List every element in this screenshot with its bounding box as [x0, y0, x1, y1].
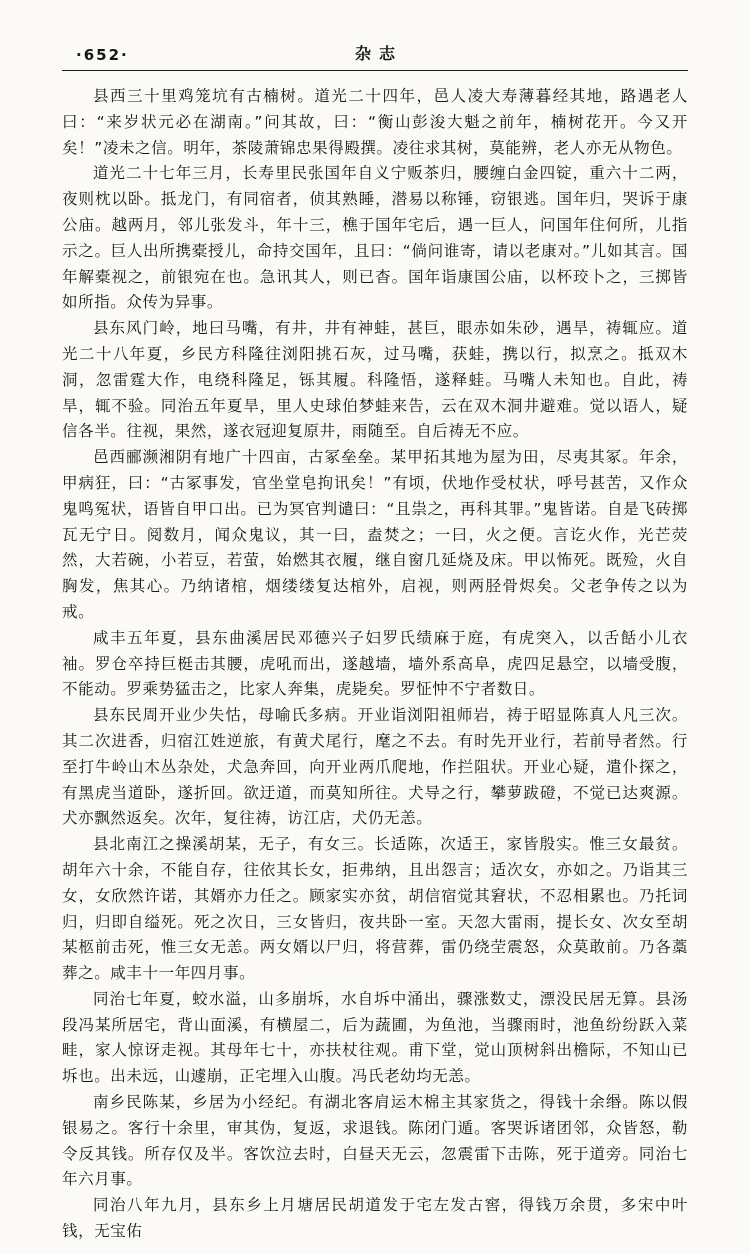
paragraph-2: 道光二十七年三月，长寿里民张国年自义宁贩茶归，腰缠白金四锭，重六十二两，夜则枕以卧。抵龙门，有同宿者，侦其熟睡，潜易以称锤，窃银逃。国年归，哭诉于康公庙。越两月，邻儿张发斗，年十三，樵于国年宅后，遇一巨人，问国年住何所，儿指示之。巨人出所携橐授儿，命持交国年，且曰：“倘问谁寄，请以老康对。”儿如其言。国年解橐视之，前银宛在也。急讯其人，则已杳。国年诣康国公庙，以杯珓卜之，三掷皆如所指。众传为异事。: [62, 164, 688, 312]
paragraph-4: 邑西郦濒湘阴有地广十四亩，古冢垒垒。某甲拓其地为屋为田，尽夷其冢。年余，甲病狂，曰：“古冢事发，官坐堂皂拘讯矣！”有顷，伏地作受杖状，呼号甚苦，又作众鬼鸣冤状，语皆自甲口出。已为冥官判谴曰：“且祟之，再科其罪。”鬼皆诺。自是飞砖掷瓦无宁日。阅数月，闻众鬼议，其一曰，盍焚之；一曰，火之便。言讫火作，光芒荧然，大若碗，小若豆，若萤，始燃其衣履，继自窗几延烧及床。甲以怖死。既殓，火自胸发，焦其心。乃纳诸棺，烟缕缕复达棺外，启视，则两胫骨烬矣。父老争传之以为戒。: [62, 448, 688, 621]
paragraph-3: 县东风门岭，地曰马嘴，有井，井有神蛙，甚巨，眼赤如朱砂，遇旱，祷辄应。道光二十八年夏，乡民方科隆往浏阳挑石灰，过马嘴，获蛙，携以行，拟烹之。抵双木洞，忽雷霆大作，电绕科隆足，铄其履。科隆悟，遂释蛙。马嘴人未知也。自此，祷旱，辄不验。同治五年夏旱，里人史球伯梦蛙来告，云在双木洞井避难。觉以语人，疑信各半。往视，果然，遂衣冠迎复原井，雨随至。自后祷无不应。: [62, 319, 688, 441]
document-body: [62, 84, 688, 1245]
paragraph-5: 咸丰五年夏，县东曲溪居民邓德兴子妇罗氏绩麻于庭，有虎突入，以舌餂小儿衣袖。罗仓卒持巨梃击其腰，虎吼而出，遂越墙，墙外系高阜，虎四足悬空，以墙受腹，不能动。罗乘势猛击之，比家人奔集，虎毙矣。罗怔忡不宁者数日。: [62, 628, 688, 699]
paragraph-6: 县东民周开业少失怙，母喻氏多病。开业诣浏阳祖师岩，祷于昭显陈真人凡三次。其二次进香，归宿江姓逆旅，有黄犬尾行，麾之不去。有时先开业行，若前导者然。行至打牛岭山木丛杂处，犬急奔回，向开业两爪爬地，作拦阻状。开业心疑，遣仆探之，有黑虎当道卧，遂折回。欲迂道，而莫知所往。犬导之行，攀萝跋磴，不觉已达爽源。犬亦飘然返矣。次年，复往祷，访江店，犬仍无恙。: [62, 706, 688, 828]
paragraph-1: 县西三十里鸡笼坑有古楠树。道光二十四年，邑人凌大寿薄暮经其地，路遇老人曰：“来岁状元必在湖南。”问其故，曰：“衡山彭浚大魁之前年，楠树花开。今又开矣！”凌未之信。明年，茶陵萧锦忠果得殿撰。凌往求其树，莫能辨，老人亦无从物色。: [62, 87, 688, 157]
paragraph-10: 同治八年九月，县东乡上月塘居民胡道发于宅左发古窖，得钱万余贯，多宋中叶钱，无宝佑: [62, 1196, 688, 1241]
page-title: 杂志: [354, 44, 404, 63]
page-header: [62, 42, 688, 68]
paragraph-7: 县北南江之操溪胡某，无子，有女三。长适陈，次适王，家皆殷实。惟三女最贫。胡年六十余，不能自存，往依其长女，拒弗纳，且出怨言；适次女，亦如之。乃诣其三女，女欣然许诺，其婿亦力任之。顾家实亦贫，胡信宿觉其窘状，不忍相累也。乃托词归，归即自缢死。死之次日，三女皆归，夜共卧一室。天忽大雷雨，提长女、次女至胡某柩前击死，惟三女无恙。两女婿以尸归，将营葬，雷仍绕茔震怒，众莫敢前。乃各藁葬之。咸丰十一年四月事。: [62, 835, 688, 983]
paragraph-9: 南乡民陈某，乡居为小经纪。有湖北客肩运木棉主其家货之，得钱十余缗。陈以假银易之。客行十余里，审其伪，复返，求退钱。陈闭门遁。客哭诉诸团邻，众皆怒，勒令反其钱。所存仅及半。客饮泣去时，白昼天无云，忽震雷下击陈，死于道旁。同治七年六月事。: [62, 1093, 688, 1189]
header-rule: [62, 70, 688, 71]
page-number: ·652·: [76, 46, 129, 64]
paragraph-8: 同治七年夏，蛟水溢，山多崩坼，水自坼中涌出，骤涨数丈，漂没民居无算。县汤段冯某所居宅，背山面溪，有横屋二，后为蔬圃，为鱼池，当骤雨时，池鱼纷纷跃入菜畦，家人惊讶走视。其母年七十，亦扶杖往观。甫下堂，觉山顶树斜出檐际，不知山已坼也。出未远，山遽崩，正宅埋入山腹。冯氏老幼均无恙。: [62, 989, 688, 1086]
